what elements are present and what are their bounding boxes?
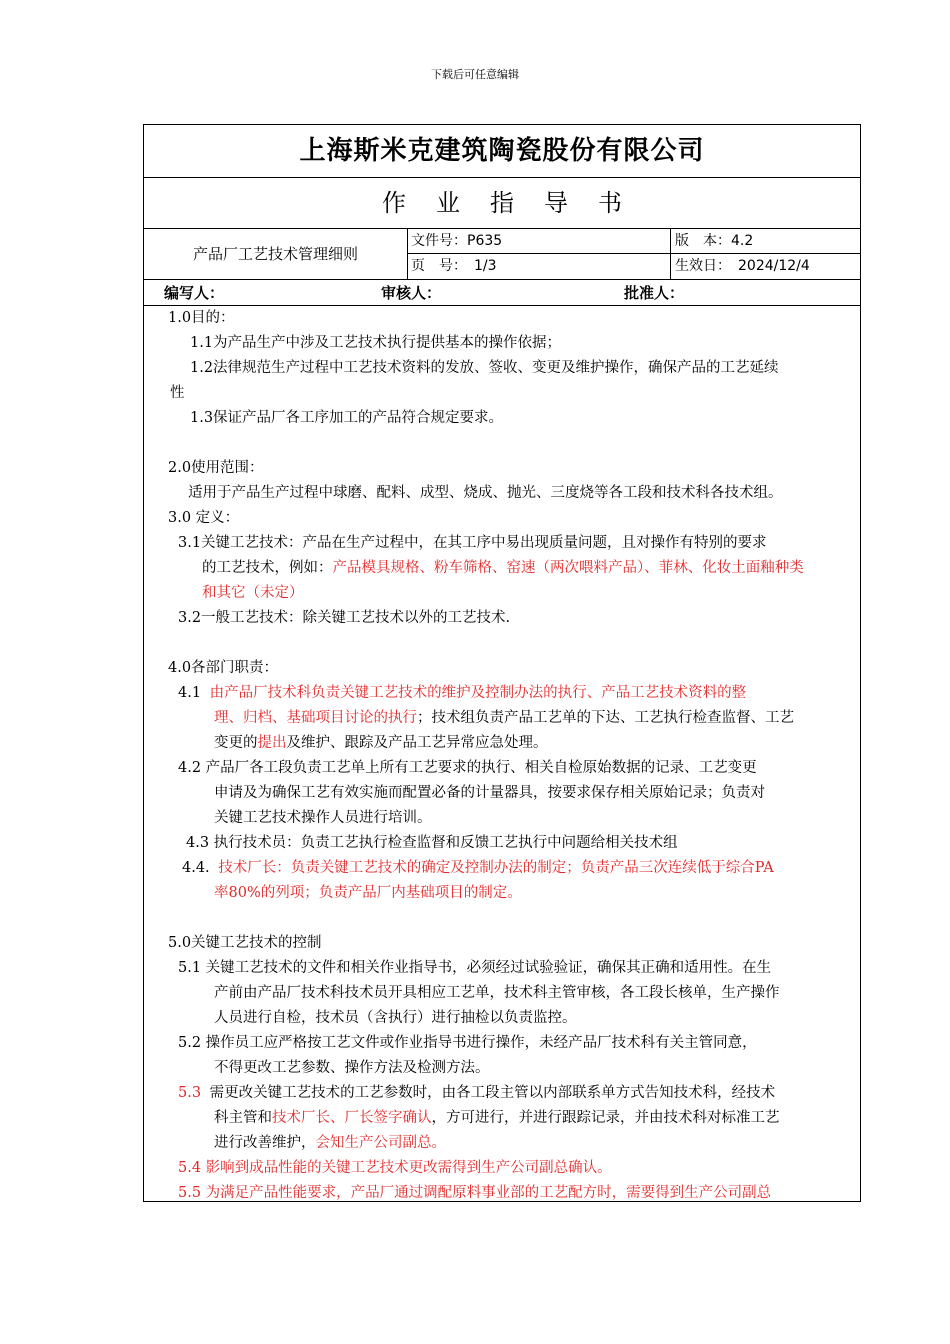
highlight-span: 理、归档、基础项目讨论的执行 [214,710,417,726]
paragraph-line: 4.2 产品厂各工段负责工艺单上所有工艺要求的执行、相关自检原始数据的记录、工艺变更 [178,760,757,776]
text-span: 及维护、跟踪及产品工艺异常应急处理。 [286,735,548,751]
paragraph-line [214,1106,780,1131]
paragraph-line [214,731,548,756]
company-name: 上海斯米克建筑陶瓷股份有限公司 [144,125,860,178]
paragraph-line: 5.1 关键工艺技术的文件和相关作业指导书，必须经过试验验证，确保其正确和适用性。在生 [178,960,772,976]
paragraph-line: 1.2法律规范生产过程中工艺技术资料的发放、签收、变更及维护操作，确保产品的工艺延续 [190,360,779,376]
paragraph-line [178,681,746,706]
meta-table [144,229,860,280]
approver-label: 批准人： [624,284,685,302]
paragraph-line: 1.1为产品生产中涉及工艺技术执行提供基本的操作依据； [190,335,562,351]
paragraph-line [202,556,804,581]
text-span: ，方可进行，并进行跟踪记录，并由技术科对标准工艺 [431,1110,780,1126]
highlight-span: 由产品厂技术科负责关键工艺技术的维护及控制办法的执行、产品工艺技术资料的整 [209,685,747,701]
document-frame [143,124,861,1202]
section-heading: 2.0使用范围： [168,460,264,476]
paragraph-line: 5.5 为满足产品性能要求，产品厂通过调配原料事业部的工艺配方时，需要得到生产公司副总 [178,1185,772,1201]
page-number: 页 号： 1/3 [407,254,671,280]
text-span: ；技术组负责产品工艺单的下达、工艺执行检查监督、工艺 [417,710,794,726]
section-heading: 4.0各部门职责： [168,660,279,676]
reviewer-label: 审核人： [381,284,442,302]
text-span: 科主管和 [214,1110,272,1126]
document-title: 作业指导书 [144,178,860,229]
highlight-span: 会知生产公司副总。 [315,1135,446,1151]
paragraph-line: 申请及为确保工艺有效实施而配置必备的计量器具，按要求保存相关原始记录；负责对 [214,785,765,801]
rule-name: 产品厂工艺技术管理细则 [144,229,408,279]
item-number: 5.3 [178,1085,202,1101]
text-span: 的工艺技术，例如： [202,560,333,576]
section-heading: 5.0关键工艺技术的控制 [168,935,322,951]
paragraph-line [178,1081,775,1106]
item-number: 4.1 [178,685,202,701]
version: 版 本：4.2 [671,229,860,254]
effective-date: 生效日： 2024/12/4 [675,258,810,274]
paragraph-line: 1.3保证产品厂各工序加工的产品符合规定要求。 [190,410,504,426]
header-note: 下载后可任意编辑 [431,68,519,81]
paragraph-line: 适用于产品生产过程中球磨、配料、成型、烧成、抛光、三度烧等各工段和技术科各技术组。 [188,485,783,501]
paragraph-line: 3.1关键工艺技术：产品在生产过程中，在其工序中易出现质量问题，且对操作有特别的要求 [178,535,767,551]
text-span: 进行改善维护， [214,1135,316,1151]
paragraph-line: 率80%的列项；负责产品厂内基础项目的制定。 [214,885,522,901]
writer-label: 编写人： [164,284,225,302]
paragraph-line: 3.2一般工艺技术：除关键工艺技术以外的工艺技术. [178,610,511,626]
file-number: 文件号：P635 [407,229,671,254]
highlight-span: 产品模具规格、粉车筛格、窑速（两次喂料产品）、菲林、化妆土面釉种类 [332,560,804,576]
section-heading: 1.0目的： [168,310,235,326]
highlight-span: 技术厂长、厂长签字确认 [272,1110,432,1126]
paragraph-line: 人员进行自检，技术员（含执行）进行抽检以负责监控。 [214,1010,577,1026]
signature-row [144,280,860,306]
section-heading: 3.0 定义： [168,510,240,526]
paragraph-line: 4.3 执行技术员：负责工艺执行检查监督和反馈工艺执行中问题给相关技术组 [186,835,678,851]
paragraph-line: 和其它（未定） [202,585,304,601]
paragraph-line: 关键工艺技术操作人员进行培训。 [214,810,432,826]
text-span: 需更改关键工艺技术的工艺参数时，由各工段主管以内部联系单方式告知技术科，经技术 [209,1085,776,1101]
paragraph-line: 不得更改工艺参数、操作方法及检测方法。 [214,1060,490,1076]
text-span: 变更的 [214,735,258,751]
highlight-span: 提出 [257,735,287,751]
item-number: 4.4. [182,860,210,876]
paragraph-line: 性 [170,385,185,401]
paragraph-line: 5.4 影响到成品性能的关键工艺技术更改需得到生产公司副总确认。 [178,1160,612,1176]
paragraph-line: 5.2 操作员工应严格按工艺文件或作业指导书进行操作，未经产品厂技术科有关主管同意， [178,1035,757,1051]
paragraph-line: 产前由产品厂技术科技术员开具相应工艺单，技术科主管审核，各工段长核单，生产操作 [214,985,780,1001]
paragraph-line [182,856,774,881]
highlight-span: 技术厂长：负责关键工艺技术的确定及控制办法的制定；负责产品三次连续低于综合PA [218,860,774,876]
paragraph-line [214,706,794,731]
paragraph-line [214,1131,446,1156]
